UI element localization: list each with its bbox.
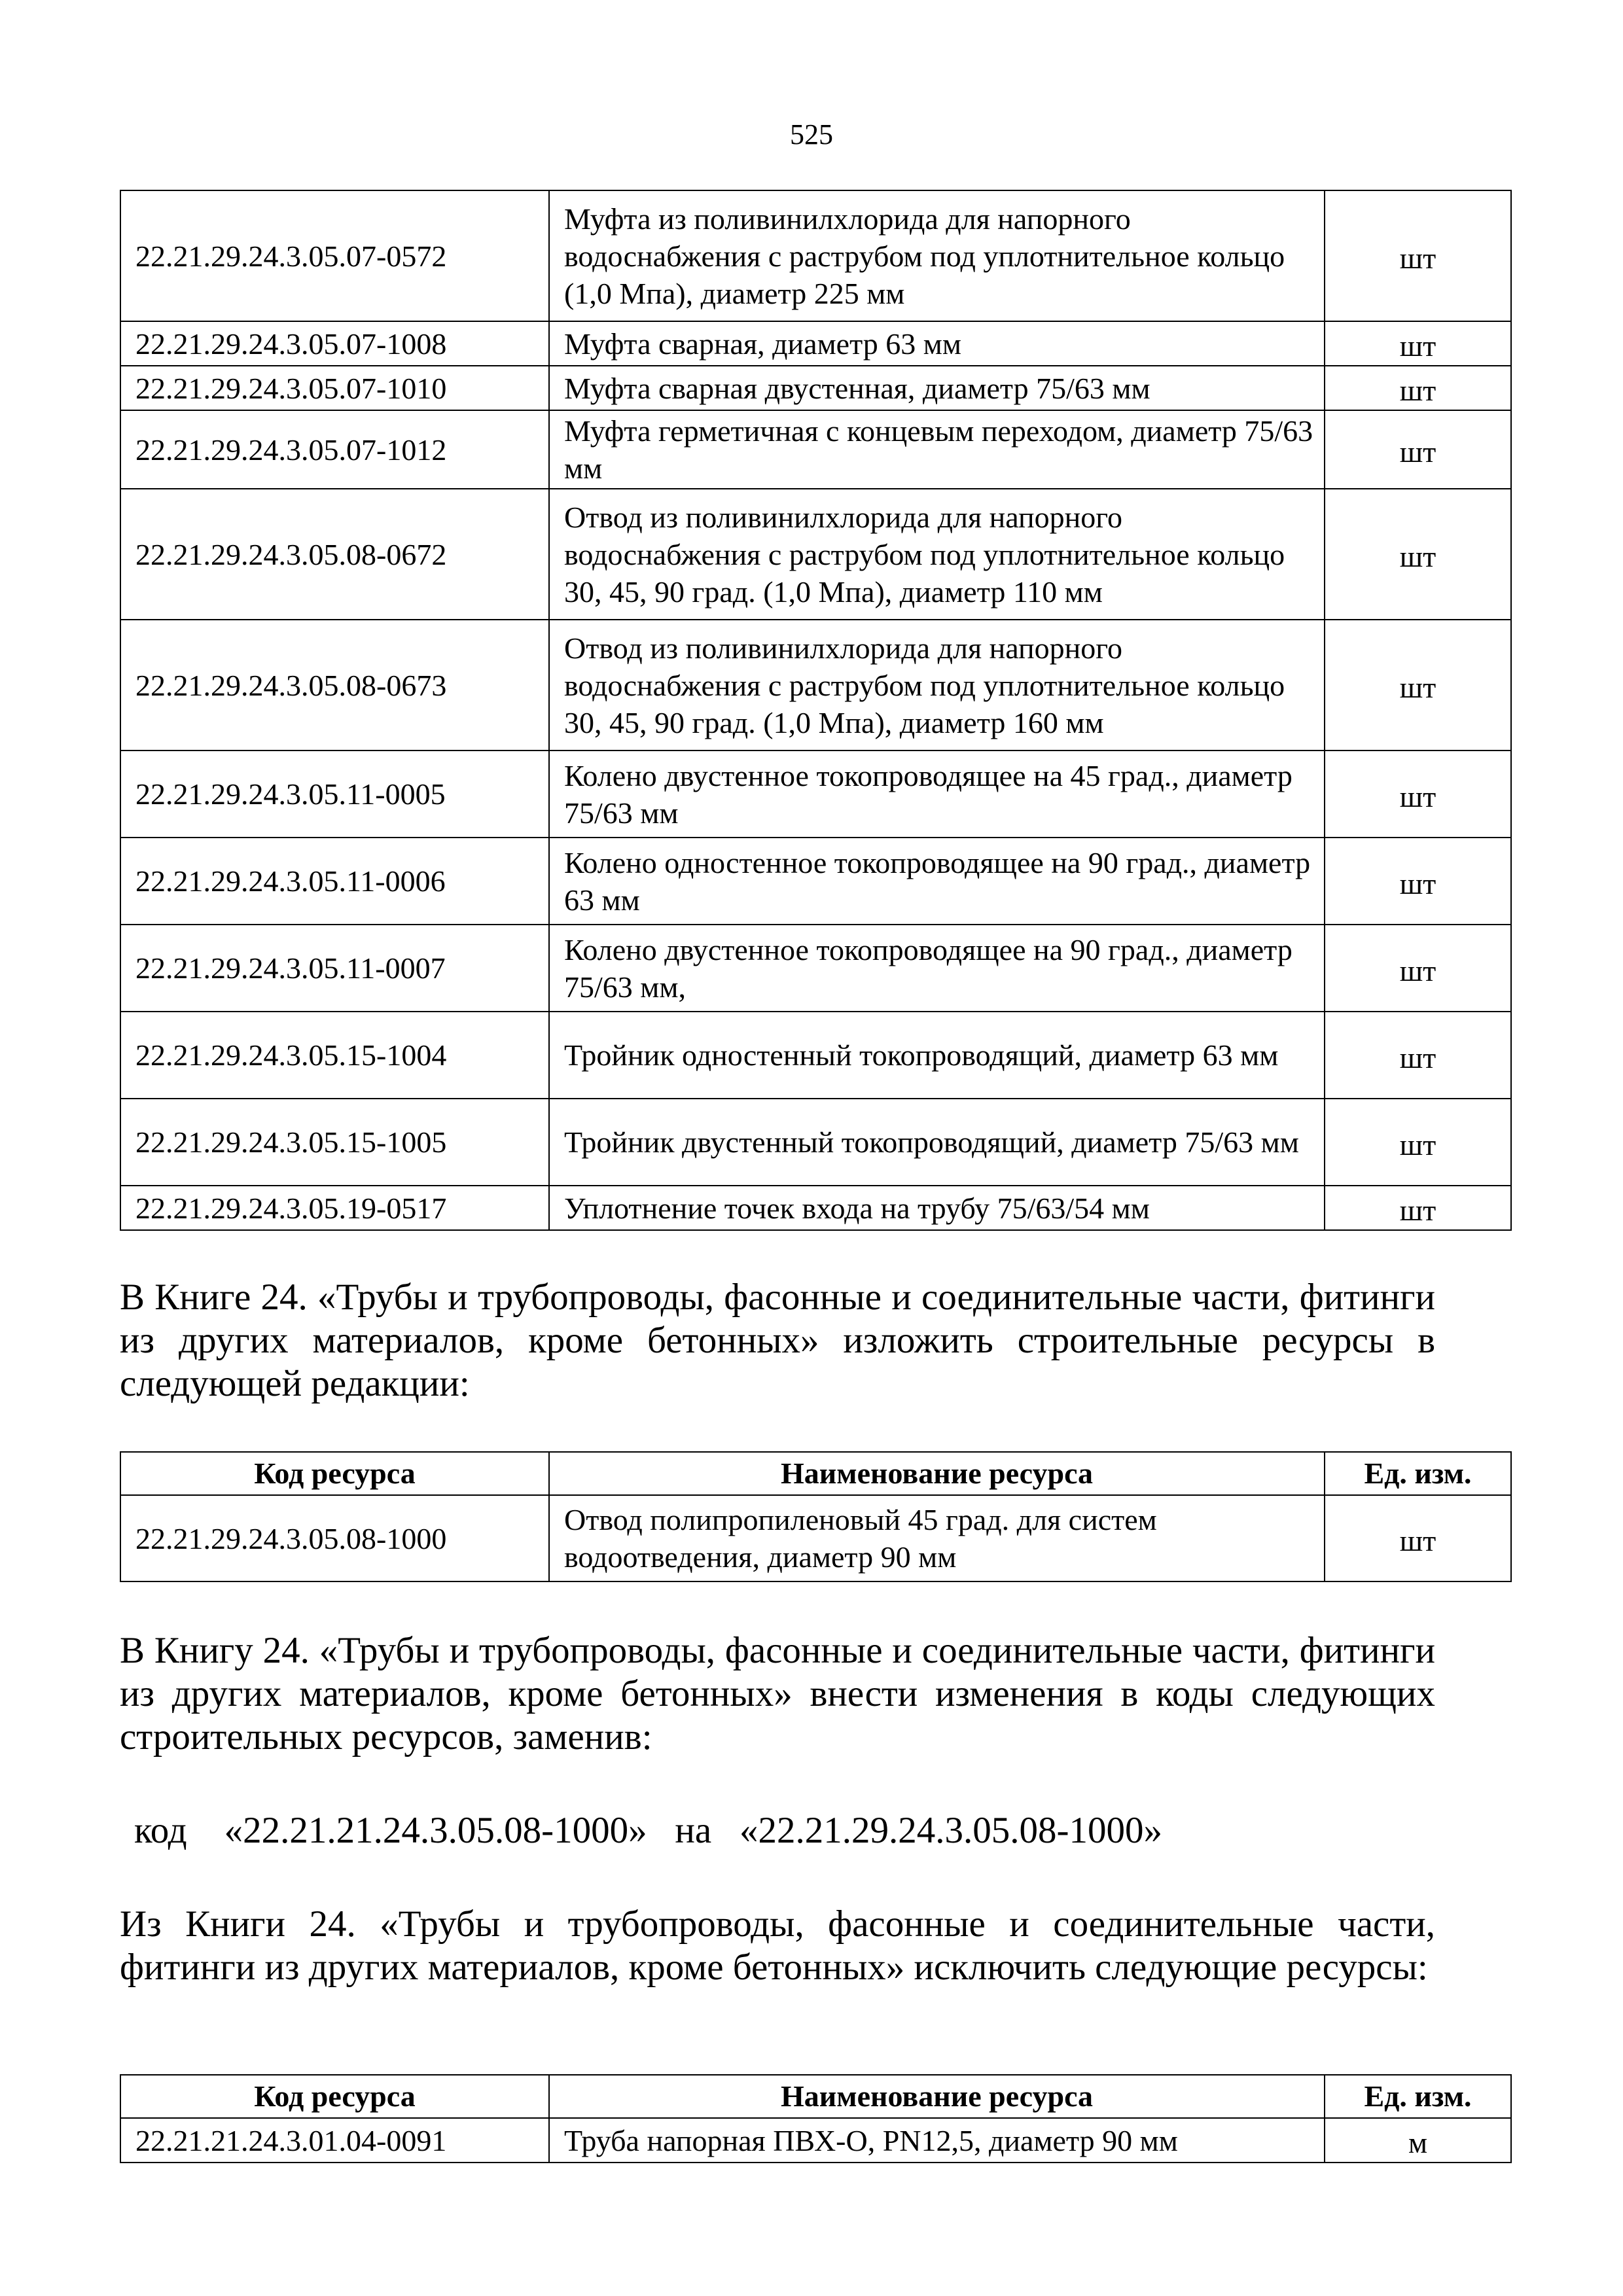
resource-unit: шт <box>1325 925 1511 1012</box>
table-row <box>120 838 1511 925</box>
table-row <box>120 2118 1511 2163</box>
table-row <box>120 366 1511 410</box>
resource-name: Муфта сварная двустенная, диаметр 75/63 мм <box>549 366 1325 410</box>
resource-code: 22.21.29.24.3.05.07-1012 <box>120 410 549 489</box>
resource-unit: шт <box>1325 321 1511 366</box>
excluded-resources-table <box>120 2074 1512 2163</box>
resource-name: Муфта сварная, диаметр 63 мм <box>549 321 1325 366</box>
resource-unit: шт <box>1325 838 1511 925</box>
resource-code: 22.21.29.24.3.05.07-1010 <box>120 366 549 410</box>
table-row <box>120 190 1511 321</box>
resource-unit: шт <box>1325 1099 1511 1186</box>
table-row <box>120 1012 1511 1099</box>
resource-code: 22.21.29.24.3.05.11-0007 <box>120 925 549 1012</box>
resource-unit: шт <box>1325 489 1511 620</box>
resource-unit: шт <box>1325 751 1511 838</box>
table-header-row <box>120 1452 1511 1495</box>
instruction-paragraph-exclude: Из Книги 24. «Трубы и трубопроводы, фасонные и соединительные части, фитинги из других материалов, кроме бетонных» исключить следующие ресурсы: <box>120 1903 1435 1988</box>
resource-code: 22.21.29.24.3.05.11-0006 <box>120 838 549 925</box>
table-row <box>120 1186 1511 1230</box>
column-header-code: Код ресурса <box>120 1452 549 1495</box>
resource-name: Муфта из поливинилхлорида для напорного водоснабжения с раструбом под уплотнительное кольцо (1,0 Мпа), диаметр 225 мм <box>549 190 1325 321</box>
resources-table-continued <box>120 190 1512 1231</box>
resource-name: Отвод из поливинилхлорида для напорного водоснабжения с раструбом под уплотнительное кольцо 30, 45, 90 град. (1,0 Мпа), диаметр 110 мм <box>549 489 1325 620</box>
resource-code: 22.21.29.24.3.05.08-0672 <box>120 489 549 620</box>
resource-code: 22.21.29.24.3.05.08-1000 <box>120 1495 549 1581</box>
resource-name: Отвод полипропиленовый 45 град. для систем водоотведения, диаметр 90 мм <box>549 1495 1325 1581</box>
resource-unit: шт <box>1325 410 1511 489</box>
column-header-unit: Ед. изм. <box>1325 2075 1511 2118</box>
resource-code: 22.21.29.24.3.05.15-1005 <box>120 1099 549 1186</box>
table-row <box>120 925 1511 1012</box>
resource-unit: шт <box>1325 1186 1511 1230</box>
resource-name: Колено одностенное токопроводящее на 90 град., диаметр 63 мм <box>549 838 1325 925</box>
resource-code: 22.21.29.24.3.05.07-1008 <box>120 321 549 366</box>
resource-unit: шт <box>1325 620 1511 751</box>
resource-unit: шт <box>1325 366 1511 410</box>
table-row <box>120 410 1511 489</box>
replacement-resources-table <box>120 1451 1512 1582</box>
page-number: 525 <box>790 118 833 150</box>
resource-name: Уплотнение точек входа на трубу 75/63/54 мм <box>549 1186 1325 1230</box>
table-header-row <box>120 2075 1511 2118</box>
code-change-line <box>134 1809 1162 1852</box>
table-row <box>120 1099 1511 1186</box>
resource-code: 22.21.29.24.3.05.08-0673 <box>120 620 549 751</box>
resource-unit: м <box>1325 2118 1511 2163</box>
column-header-code: Код ресурса <box>120 2075 549 2118</box>
resource-name: Колено двустенное токопроводящее на 90 град., диаметр 75/63 мм, <box>549 925 1325 1012</box>
resource-code: 22.21.29.24.3.05.07-0572 <box>120 190 549 321</box>
to-word: на <box>675 1810 712 1851</box>
new-code: «22.21.29.24.3.05.08-1000» <box>739 1810 1162 1851</box>
code-word: код <box>134 1810 187 1851</box>
resource-unit: шт <box>1325 190 1511 321</box>
resource-name: Колено двустенное токопроводящее на 45 град., диаметр 75/63 мм <box>549 751 1325 838</box>
table-row <box>120 751 1511 838</box>
resource-name: Тройник двустенный токопроводящий, диаметр 75/63 мм <box>549 1099 1325 1186</box>
resource-name: Муфта герметичная с концевым переходом, диаметр 75/63 мм <box>549 410 1325 489</box>
instruction-paragraph-replace: В Книге 24. «Трубы и трубопроводы, фасонные и соединительные части, фитинги из других материалов, кроме бетонных» изложить строительные ресурсы в следующей редакции: <box>120 1277 1435 1404</box>
column-header-name: Наименование ресурса <box>549 2075 1325 2118</box>
resource-code: 22.21.29.24.3.05.19-0517 <box>120 1186 549 1230</box>
resource-unit: шт <box>1325 1495 1511 1581</box>
column-header-unit: Ед. изм. <box>1325 1452 1511 1495</box>
column-header-name: Наименование ресурса <box>549 1452 1325 1495</box>
table-row <box>120 1495 1511 1581</box>
resource-name: Отвод из поливинилхлорида для напорного водоснабжения с раструбом под уплотнительное кольцо 30, 45, 90 град. (1,0 Мпа), диаметр 160 мм <box>549 620 1325 751</box>
resource-code: 22.21.21.24.3.01.04-0091 <box>120 2118 549 2163</box>
resource-code: 22.21.29.24.3.05.11-0005 <box>120 751 549 838</box>
resource-unit: шт <box>1325 1012 1511 1099</box>
table-row <box>120 321 1511 366</box>
resource-name: Труба напорная ПВХ-О, PN12,5, диаметр 90 мм <box>549 2118 1325 2163</box>
resource-code: 22.21.29.24.3.05.15-1004 <box>120 1012 549 1099</box>
table-row <box>120 489 1511 620</box>
resource-name: Тройник одностенный токопроводящий, диаметр 63 мм <box>549 1012 1325 1099</box>
old-code: «22.21.21.24.3.05.08-1000» <box>224 1810 647 1851</box>
instruction-paragraph-change-codes: В Книгу 24. «Трубы и трубопроводы, фасонные и соединительные части, фитинги из других материалов, кроме бетонных» внести изменения в коды следующих строительных ресурсов, заменив: <box>120 1630 1435 1757</box>
table-row <box>120 620 1511 751</box>
